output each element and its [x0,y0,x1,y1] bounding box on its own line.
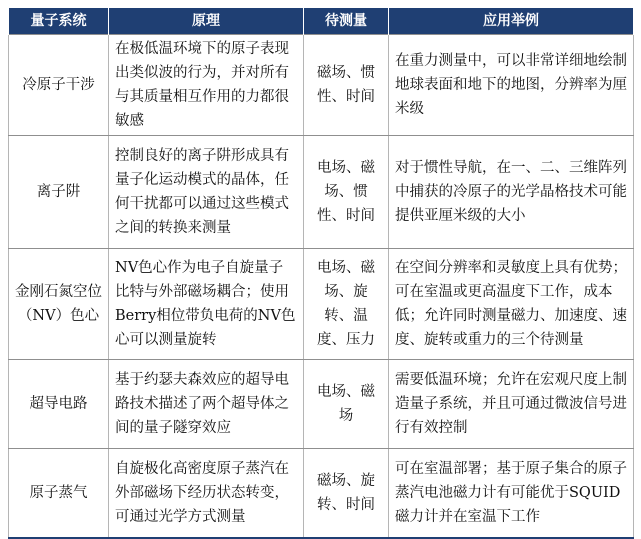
row-application: 对于惯性导航，在一、二、三维阵列中捕获的冷原子的光学晶格技术可能提供亚厘米级的大小 [389,136,634,249]
row-system-name: 离子阱 [9,136,109,249]
row-system-name: 原子蒸气 [9,449,109,539]
row-application: 可在室温部署；基于原子集合的原子蒸汽电池磁力计有可能优于SQUID磁力计并在室温下工作 [389,449,634,539]
row-system-name: 金刚石氮空位（NV）色心 [9,249,109,360]
row-principle: 基于约瑟夫森效应的超导电路技术描述了两个超导体之间的量子隧穿效应 [109,360,304,449]
row-application: 在重力测量中，可以非常详细地绘制地球表面和地下的地图，分辨率为厘米级 [389,35,634,136]
quantum-systems-table [8,8,634,539]
row-principle: 自旋极化高密度原子蒸汽在外部磁场下经历状态转变，可通过光学方式测量 [109,449,304,539]
row-measurand: 电场、磁场 [304,360,389,449]
header-measurand: 待测量 [304,8,389,35]
row-measurand: 电场、磁场、惯性、时间 [304,136,389,249]
table-row [9,449,634,539]
row-system-name: 超导电路 [9,360,109,449]
row-measurand: 磁场、旋转、时间 [304,449,389,539]
header-application: 应用举例 [389,8,634,35]
table-row [9,136,634,249]
row-principle: 在极低温环境下的原子表现出类似波的行为，并对所有与其质量相互作用的力都很敏感 [109,35,304,136]
row-system-name: 冷原子干涉 [9,35,109,136]
row-application: 需要低温环境；允许在宏观尺度上制造量子系统，并且可通过微波信号进行有效控制 [389,360,634,449]
header-quantum-system: 量子系统 [9,8,109,35]
table-row [9,360,634,449]
row-application: 在空间分辨率和灵敏度上具有优势；可在室温或更高温度下工作，成本低；允许同时测量磁力、加速度、速度、旋转或重力的三个待测量 [389,249,634,360]
header-principle: 原理 [109,8,304,35]
row-measurand: 电场、磁场、旋转、温度、压力 [304,249,389,360]
row-measurand: 磁场、惯性、时间 [304,35,389,136]
table-row [9,249,634,360]
row-principle: NV色心作为电子自旋量子比特与外部磁场耦合；使用Berry相位带负电荷的NV色心可以测量旋转 [109,249,304,360]
table-header-row [9,8,634,35]
row-principle: 控制良好的离子阱形成具有量子化运动模式的晶体，任何干扰都可以通过这些模式之间的转换来测量 [109,136,304,249]
table-row [9,35,634,136]
